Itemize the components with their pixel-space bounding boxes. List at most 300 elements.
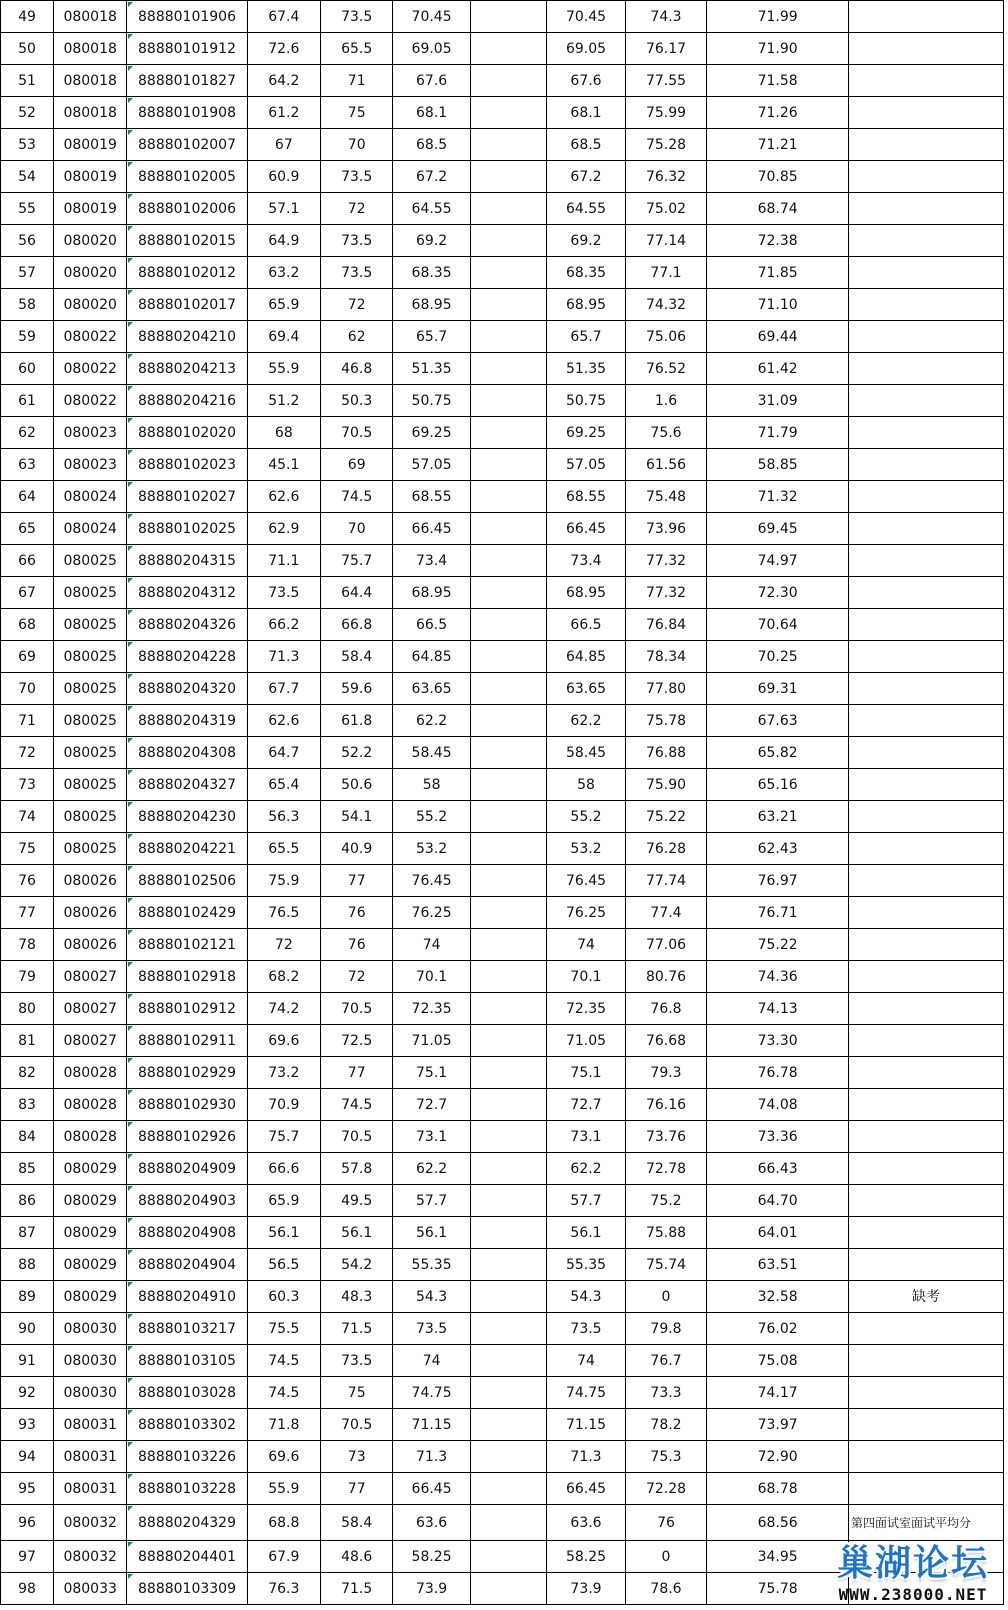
cell-written-score: 76.45 [547, 865, 625, 897]
cell-score-1: 73.2 [247, 1057, 320, 1089]
table-row [1, 129, 1004, 161]
cell-ticket-number: 88880101827 [127, 65, 247, 97]
cell-ticket-number: 88880102005 [127, 161, 247, 193]
cell-total-score: 69.45 [707, 513, 849, 545]
cell-total-score: 31.09 [707, 385, 849, 417]
cell-written-score: 71.15 [547, 1409, 625, 1441]
cell-score-3: 73.1 [393, 1121, 470, 1153]
cell-remark [848, 1185, 1003, 1217]
table-row [1, 1185, 1004, 1217]
cell-blank [470, 193, 546, 225]
cell-score-2: 76 [321, 897, 393, 929]
cell-written-score: 64.55 [547, 193, 625, 225]
table-row [1, 65, 1004, 97]
cell-position-code: 080023 [54, 449, 127, 481]
cell-interview-score: 76.28 [625, 833, 707, 865]
cell-ticket-number: 88880204904 [127, 1249, 247, 1281]
cell-score-3: 62.2 [393, 705, 470, 737]
cell-remark [848, 1313, 1003, 1345]
cell-total-score: 32.58 [707, 1281, 849, 1313]
cell-row-number: 88 [1, 1249, 54, 1281]
table-row [1, 673, 1004, 705]
cell-position-code: 080024 [54, 513, 127, 545]
cell-total-score: 72.38 [707, 225, 849, 257]
cell-interview-score: 77.06 [625, 929, 707, 961]
cell-blank [470, 609, 546, 641]
cell-score-3: 66.45 [393, 513, 470, 545]
cell-position-code: 080029 [54, 1153, 127, 1185]
cell-row-number: 49 [1, 1, 54, 33]
cell-remark [848, 1025, 1003, 1057]
cell-score-3: 50.75 [393, 385, 470, 417]
cell-ticket-number: 88880103217 [127, 1313, 247, 1345]
cell-remark [848, 385, 1003, 417]
cell-total-score: 76.78 [707, 1057, 849, 1089]
cell-ticket-number: 88880204319 [127, 705, 247, 737]
cell-interview-score: 75.3 [625, 1441, 707, 1473]
table-body [1, 1, 1004, 1605]
cell-row-number: 82 [1, 1057, 54, 1089]
cell-written-score: 62.2 [547, 705, 625, 737]
table-row [1, 865, 1004, 897]
cell-remark [848, 641, 1003, 673]
cell-position-code: 080025 [54, 705, 127, 737]
cell-interview-score: 76 [625, 1505, 707, 1541]
cell-blank [470, 801, 546, 833]
cell-score-1: 75.9 [247, 865, 320, 897]
cell-total-score: 68.74 [707, 193, 849, 225]
cell-written-score: 66.5 [547, 609, 625, 641]
cell-score-1: 64.2 [247, 65, 320, 97]
cell-score-1: 70.9 [247, 1089, 320, 1121]
cell-remark [848, 353, 1003, 385]
table-row [1, 1, 1004, 33]
cell-written-score: 73.4 [547, 545, 625, 577]
cell-written-score: 64.85 [547, 641, 625, 673]
cell-position-code: 080022 [54, 385, 127, 417]
cell-blank [470, 1, 546, 33]
cell-row-number: 86 [1, 1185, 54, 1217]
cell-interview-score: 75.78 [625, 705, 707, 737]
cell-written-score: 51.35 [547, 353, 625, 385]
cell-remark [848, 513, 1003, 545]
cell-score-2: 71.5 [321, 1313, 393, 1345]
cell-score-3: 76.25 [393, 897, 470, 929]
cell-ticket-number: 88880102506 [127, 865, 247, 897]
table-row [1, 1153, 1004, 1185]
cell-score-2: 74.5 [321, 481, 393, 513]
cell-row-number: 66 [1, 545, 54, 577]
cell-row-number: 78 [1, 929, 54, 961]
cell-score-2: 65.5 [321, 33, 393, 65]
cell-blank [470, 1541, 546, 1573]
cell-position-code: 080025 [54, 769, 127, 801]
cell-total-score: 73.97 [707, 1409, 849, 1441]
table-row [1, 1089, 1004, 1121]
cell-row-number: 69 [1, 641, 54, 673]
cell-interview-score: 73.96 [625, 513, 707, 545]
cell-interview-score: 72.78 [625, 1153, 707, 1185]
cell-interview-score: 79.3 [625, 1057, 707, 1089]
cell-score-3: 72.7 [393, 1089, 470, 1121]
cell-blank [470, 1121, 546, 1153]
cell-interview-score: 76.52 [625, 353, 707, 385]
cell-written-score: 73.1 [547, 1121, 625, 1153]
cell-blank [470, 1089, 546, 1121]
cell-blank [470, 1473, 546, 1505]
cell-written-score: 69.25 [547, 417, 625, 449]
cell-position-code: 080025 [54, 641, 127, 673]
cell-ticket-number: 88880102429 [127, 897, 247, 929]
cell-score-2: 69 [321, 449, 393, 481]
cell-score-2: 70.5 [321, 1409, 393, 1441]
cell-score-2: 56.1 [321, 1217, 393, 1249]
cell-score-3: 68.35 [393, 257, 470, 289]
cell-ticket-number: 88880204228 [127, 641, 247, 673]
cell-score-2: 52.2 [321, 737, 393, 769]
cell-ticket-number: 88880204903 [127, 1185, 247, 1217]
cell-score-3: 58 [393, 769, 470, 801]
table-row [1, 993, 1004, 1025]
cell-row-number: 92 [1, 1377, 54, 1409]
cell-row-number: 75 [1, 833, 54, 865]
cell-written-score: 74 [547, 929, 625, 961]
cell-ticket-number: 88880102027 [127, 481, 247, 513]
cell-score-1: 76.3 [247, 1573, 320, 1605]
cell-interview-score: 76.8 [625, 993, 707, 1025]
cell-score-3: 74 [393, 1345, 470, 1377]
cell-blank [470, 513, 546, 545]
cell-interview-score: 75.28 [625, 129, 707, 161]
cell-score-2: 64.4 [321, 577, 393, 609]
table-row [1, 1313, 1004, 1345]
cell-score-2: 71 [321, 65, 393, 97]
table-row [1, 1057, 1004, 1089]
cell-ticket-number: 88880101906 [127, 1, 247, 33]
cell-interview-score: 75.2 [625, 1185, 707, 1217]
cell-score-3: 69.2 [393, 225, 470, 257]
cell-position-code: 080031 [54, 1409, 127, 1441]
cell-total-score: 71.10 [707, 289, 849, 321]
cell-row-number: 55 [1, 193, 54, 225]
cell-position-code: 080025 [54, 673, 127, 705]
cell-remark [848, 257, 1003, 289]
cell-position-code: 080029 [54, 1281, 127, 1313]
cell-total-score: 64.01 [707, 1217, 849, 1249]
cell-blank [470, 161, 546, 193]
cell-position-code: 080028 [54, 1121, 127, 1153]
cell-score-1: 67.4 [247, 1, 320, 33]
table-row [1, 1505, 1004, 1541]
cell-row-number: 63 [1, 449, 54, 481]
cell-remark [848, 33, 1003, 65]
cell-score-1: 62.9 [247, 513, 320, 545]
cell-row-number: 94 [1, 1441, 54, 1473]
cell-written-score: 58 [547, 769, 625, 801]
cell-interview-score: 74.3 [625, 1, 707, 33]
cell-score-1: 74.5 [247, 1377, 320, 1409]
cell-blank [470, 737, 546, 769]
cell-score-1: 56.1 [247, 1217, 320, 1249]
cell-total-score: 71.32 [707, 481, 849, 513]
cell-score-3: 68.95 [393, 289, 470, 321]
cell-written-score: 55.35 [547, 1249, 625, 1281]
cell-ticket-number: 88880204327 [127, 769, 247, 801]
cell-blank [470, 705, 546, 737]
cell-score-3: 57.05 [393, 449, 470, 481]
cell-remark [848, 417, 1003, 449]
cell-score-1: 75.7 [247, 1121, 320, 1153]
cell-blank [470, 129, 546, 161]
cell-score-1: 60.9 [247, 161, 320, 193]
cell-blank [470, 1185, 546, 1217]
table-row [1, 801, 1004, 833]
cell-score-2: 58.4 [321, 641, 393, 673]
cell-score-3: 69.05 [393, 33, 470, 65]
cell-interview-score: 72.28 [625, 1473, 707, 1505]
cell-ticket-number: 88880101908 [127, 97, 247, 129]
cell-remark [848, 1217, 1003, 1249]
cell-written-score: 73.5 [547, 1313, 625, 1345]
cell-position-code: 080031 [54, 1441, 127, 1473]
cell-position-code: 080030 [54, 1377, 127, 1409]
cell-ticket-number: 88880103226 [127, 1441, 247, 1473]
cell-score-2: 70 [321, 513, 393, 545]
cell-position-code: 080022 [54, 321, 127, 353]
cell-position-code: 080018 [54, 65, 127, 97]
table-row [1, 545, 1004, 577]
cell-written-score: 68.5 [547, 129, 625, 161]
cell-blank [470, 1057, 546, 1089]
cell-score-1: 67.9 [247, 1541, 320, 1573]
cell-remark [848, 801, 1003, 833]
cell-score-1: 71.1 [247, 545, 320, 577]
cell-score-1: 65.9 [247, 1185, 320, 1217]
cell-position-code: 080029 [54, 1249, 127, 1281]
cell-interview-score: 77.55 [625, 65, 707, 97]
cell-written-score: 73.9 [547, 1573, 625, 1605]
cell-total-score: 71.58 [707, 65, 849, 97]
cell-written-score: 58.25 [547, 1541, 625, 1573]
cell-score-1: 73.5 [247, 577, 320, 609]
cell-remark: 缺考 [848, 1281, 1003, 1313]
cell-total-score: 65.82 [707, 737, 849, 769]
cell-blank [470, 993, 546, 1025]
cell-position-code: 080025 [54, 545, 127, 577]
cell-ticket-number: 88880102025 [127, 513, 247, 545]
cell-score-1: 62.6 [247, 481, 320, 513]
cell-row-number: 72 [1, 737, 54, 769]
table-row [1, 1121, 1004, 1153]
cell-row-number: 83 [1, 1089, 54, 1121]
cell-score-3: 51.35 [393, 353, 470, 385]
cell-score-2: 73.5 [321, 161, 393, 193]
cell-written-score: 69.05 [547, 33, 625, 65]
cell-interview-score: 77.80 [625, 673, 707, 705]
cell-remark [848, 1505, 1003, 1541]
cell-row-number: 71 [1, 705, 54, 737]
cell-written-score: 68.35 [547, 257, 625, 289]
cell-interview-score: 73.3 [625, 1377, 707, 1409]
cell-score-2: 49.5 [321, 1185, 393, 1217]
table-row [1, 1025, 1004, 1057]
cell-score-1: 68.8 [247, 1505, 320, 1541]
cell-written-score: 56.1 [547, 1217, 625, 1249]
cell-total-score: 74.97 [707, 545, 849, 577]
cell-blank [470, 65, 546, 97]
cell-blank [470, 833, 546, 865]
cell-interview-score: 76.68 [625, 1025, 707, 1057]
cell-blank [470, 1281, 546, 1313]
table-row [1, 1473, 1004, 1505]
cell-interview-score: 77.32 [625, 577, 707, 609]
cell-row-number: 59 [1, 321, 54, 353]
cell-total-score: 74.17 [707, 1377, 849, 1409]
cell-blank [470, 1345, 546, 1377]
cell-score-1: 55.9 [247, 1473, 320, 1505]
cell-remark [848, 1573, 1003, 1605]
cell-ticket-number: 88880102017 [127, 289, 247, 321]
cell-position-code: 080027 [54, 993, 127, 1025]
table-row [1, 897, 1004, 929]
cell-score-2: 75 [321, 1377, 393, 1409]
cell-written-score: 67.2 [547, 161, 625, 193]
cell-interview-score: 76.16 [625, 1089, 707, 1121]
cell-total-score: 67.63 [707, 705, 849, 737]
cell-score-1: 74.5 [247, 1345, 320, 1377]
cell-remark [848, 193, 1003, 225]
cell-total-score: 62.43 [707, 833, 849, 865]
cell-score-2: 50.3 [321, 385, 393, 417]
cell-total-score: 75.22 [707, 929, 849, 961]
cell-row-number: 54 [1, 161, 54, 193]
cell-remark [848, 769, 1003, 801]
cell-row-number: 79 [1, 961, 54, 993]
cell-remark [848, 897, 1003, 929]
cell-score-2: 58.4 [321, 1505, 393, 1541]
cell-position-code: 080018 [54, 1, 127, 33]
cell-row-number: 51 [1, 65, 54, 97]
cell-row-number: 91 [1, 1345, 54, 1377]
cell-ticket-number: 88880102007 [127, 129, 247, 161]
cell-score-3: 73.5 [393, 1313, 470, 1345]
cell-blank [470, 1441, 546, 1473]
cell-remark [848, 865, 1003, 897]
cell-total-score: 74.08 [707, 1089, 849, 1121]
cell-remark [848, 481, 1003, 513]
cell-score-2: 70.5 [321, 417, 393, 449]
cell-ticket-number: 88880204312 [127, 577, 247, 609]
cell-written-score: 71.3 [547, 1441, 625, 1473]
cell-ticket-number: 88880204909 [127, 1153, 247, 1185]
cell-interview-score: 78.34 [625, 641, 707, 673]
cell-ticket-number: 88880102015 [127, 225, 247, 257]
table-row [1, 161, 1004, 193]
cell-row-number: 90 [1, 1313, 54, 1345]
cell-score-3: 67.2 [393, 161, 470, 193]
cell-written-score: 68.55 [547, 481, 625, 513]
cell-remark [848, 1057, 1003, 1089]
cell-ticket-number: 88880102926 [127, 1121, 247, 1153]
cell-interview-score: 77.32 [625, 545, 707, 577]
cell-score-2: 40.9 [321, 833, 393, 865]
cell-row-number: 87 [1, 1217, 54, 1249]
cell-score-2: 54.1 [321, 801, 393, 833]
cell-written-score: 54.3 [547, 1281, 625, 1313]
cell-written-score: 57.05 [547, 449, 625, 481]
cell-row-number: 98 [1, 1573, 54, 1605]
cell-row-number: 96 [1, 1505, 54, 1541]
cell-score-2: 46.8 [321, 353, 393, 385]
cell-blank [470, 961, 546, 993]
cell-row-number: 70 [1, 673, 54, 705]
cell-score-3: 68.5 [393, 129, 470, 161]
cell-score-1: 68 [247, 417, 320, 449]
cell-blank [470, 897, 546, 929]
cell-row-number: 84 [1, 1121, 54, 1153]
cell-ticket-number: 88880103228 [127, 1473, 247, 1505]
cell-score-3: 64.85 [393, 641, 470, 673]
cell-score-1: 67.7 [247, 673, 320, 705]
cell-score-1: 45.1 [247, 449, 320, 481]
cell-interview-score: 78.6 [625, 1573, 707, 1605]
cell-blank [470, 1313, 546, 1345]
cell-score-1: 69.6 [247, 1025, 320, 1057]
cell-total-score: 71.99 [707, 1, 849, 33]
cell-score-1: 51.2 [247, 385, 320, 417]
cell-interview-score: 75.22 [625, 801, 707, 833]
cell-interview-score: 74.32 [625, 289, 707, 321]
cell-score-3: 75.1 [393, 1057, 470, 1089]
cell-written-score: 62.2 [547, 1153, 625, 1185]
cell-score-3: 53.2 [393, 833, 470, 865]
cell-remark [848, 1409, 1003, 1441]
cell-total-score: 73.30 [707, 1025, 849, 1057]
cell-ticket-number: 88880204401 [127, 1541, 247, 1573]
cell-ticket-number: 88880102006 [127, 193, 247, 225]
cell-score-1: 71.3 [247, 641, 320, 673]
cell-remark [848, 289, 1003, 321]
table-row [1, 321, 1004, 353]
cell-written-score: 71.05 [547, 1025, 625, 1057]
cell-total-score: 75.78 [707, 1573, 849, 1605]
table-row [1, 833, 1004, 865]
cell-written-score: 66.45 [547, 513, 625, 545]
table-row [1, 1345, 1004, 1377]
cell-ticket-number: 88880204216 [127, 385, 247, 417]
cell-total-score: 64.70 [707, 1185, 849, 1217]
cell-interview-score: 76.17 [625, 33, 707, 65]
cell-written-score: 74.75 [547, 1377, 625, 1409]
cell-interview-score: 75.06 [625, 321, 707, 353]
cell-remark [848, 1441, 1003, 1473]
cell-score-3: 72.35 [393, 993, 470, 1025]
cell-written-score: 50.75 [547, 385, 625, 417]
cell-score-3: 76.45 [393, 865, 470, 897]
cell-blank [470, 577, 546, 609]
cell-remark [848, 321, 1003, 353]
cell-score-2: 73.5 [321, 225, 393, 257]
remark-note: 第四面试室面试平均分 [850, 1515, 971, 1530]
cell-interview-score: 75.99 [625, 97, 707, 129]
cell-ticket-number: 88880204230 [127, 801, 247, 833]
cell-blank [470, 289, 546, 321]
cell-remark [848, 1089, 1003, 1121]
cell-row-number: 95 [1, 1473, 54, 1505]
cell-score-1: 72.6 [247, 33, 320, 65]
cell-total-score: 75.08 [707, 1345, 849, 1377]
cell-score-2: 77 [321, 865, 393, 897]
